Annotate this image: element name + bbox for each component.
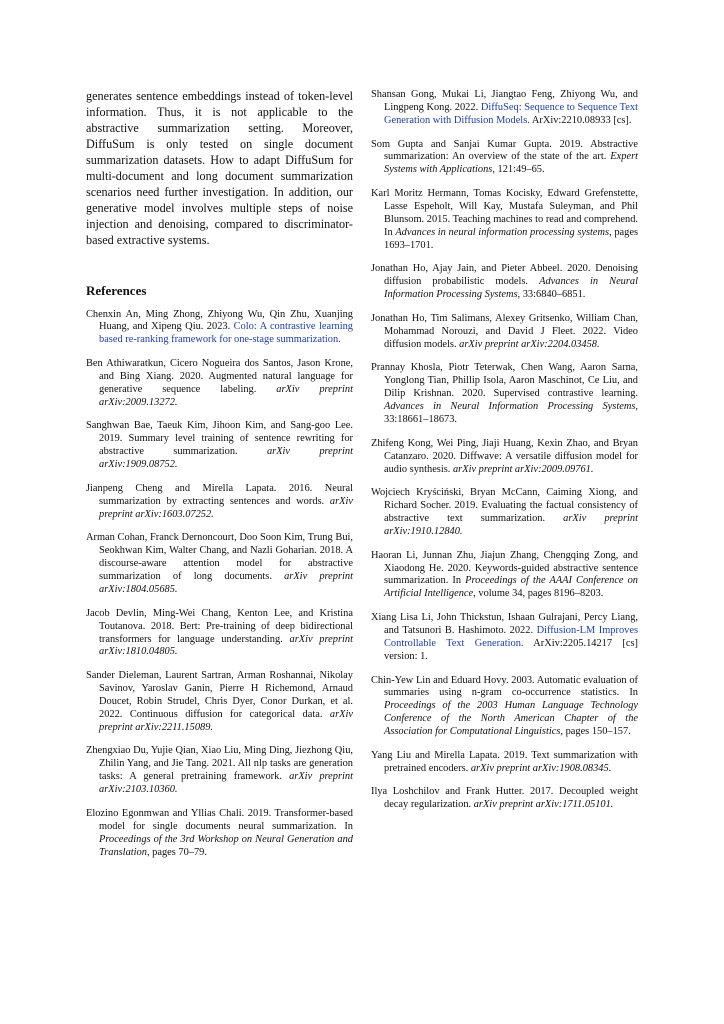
- reference-text: Arman Cohan, Franck Dernoncourt, Doo Soon Kim, Trung Bui, Seokhwan Kim, Walter Chang, and Nazli Goharian. 2018. A discourse-aware attention model for abstractive summarization of long documents.: [86, 532, 353, 583]
- reference-venue: arXiv preprint arXiv:2009.09761.: [452, 463, 594, 475]
- reference-text: Zhifeng Kong, Wei Ping, Jiaji Huang, Kexin Zhao, and Bryan Catanzaro. 2020. Diffwave: A versatile diffusion model for audio synthesis.: [371, 437, 638, 475]
- reference-text: Jonathan Ho, Tim Salimans, Alexey Gritsenko, William Chan, Mohammad Norouzi, and David J Fleet. 2022. Video diffusion models.: [371, 312, 638, 350]
- reference-venue: arXiv preprint arXiv:1908.08345.: [470, 762, 612, 774]
- reference-entry: [86, 608, 353, 660]
- left-column: [86, 89, 353, 870]
- reference-venue: arXiv preprint arXiv:1810.04805.: [99, 633, 353, 658]
- reference-text: Chin-Yew Lin and Eduard Hovy. 2003. Automatic evaluation of summaries using n-gram co-occurrence statistics. In: [371, 674, 638, 699]
- reference-text: Jonathan Ho, Ajay Jain, and Pieter Abbeel. 2020. Denoising diffusion probabilistic models.: [371, 263, 638, 288]
- reference-entry: [371, 786, 638, 812]
- reference-text: Xiang Lisa Li, John Thickstun, Ishaan Gulrajani, Percy Liang, and Tatsunori B. Hashimoto. 2022.: [371, 612, 638, 636]
- reference-venue: arXiv preprint arXiv:2211.15089.: [99, 708, 353, 733]
- intro-text: generates sentence embeddings instead of token-level information. Thus, it is not applicable to the abstractive summarization setting. Moreover, DiffuSum is only tested on single document summarization datasets. How to adapt DiffuSum for multi-document and long document summarization scenarios need further investigation. In addition, our generative model involves multiple steps of noise injection and denoising, compared to discriminator-based extractive systems.: [86, 89, 353, 247]
- reference-entry: [371, 139, 638, 178]
- reference-venue: Proceedings of the 2003 Human Language Technology Conference of the North American Chapter of the Association for Computational Linguistics: [384, 700, 638, 738]
- reference-tail: ArXiv:2210.08933 [cs].: [529, 114, 632, 126]
- reference-text: Yang Liu and Mirella Lapata. 2019. Text summarization with pretrained encoders.: [371, 749, 638, 774]
- reference-text: Elozino Egonmwan and Yllias Chali. 2019. Transformer-based model for single documents neural summarization. In: [86, 807, 353, 832]
- reference-entry: [371, 362, 638, 427]
- reference-text: Chenxin An, Ming Zhong, Zhiyong Wu, Qin Zhu, Xuanjing Huang, and Xipeng Qiu. 2023.: [86, 308, 353, 333]
- reference-venue: arXiv preprint arXiv:2009.13272.: [99, 383, 353, 408]
- reference-entry: [86, 358, 353, 410]
- reference-tail: , pages 1693–1701.: [384, 226, 638, 251]
- reference-tail: ArXiv:2205.14217 [cs] version: 1.: [384, 637, 638, 662]
- intro-paragraph: [86, 89, 353, 249]
- reference-tail: , 121:49–65.: [492, 164, 545, 176]
- reference-entry: [371, 675, 638, 740]
- reference-text: Ilya Loshchilov and Frank Hutter. 2017. Decoupled weight decay regularization.: [371, 786, 638, 811]
- reference-entry: [86, 745, 353, 797]
- reference-venue: Proceedings of the AAAI Conference on Artificial Intelligence: [384, 575, 639, 600]
- reference-venue: Advances in neural information processing systems: [395, 226, 610, 238]
- references-list-right: [371, 89, 638, 812]
- reference-text: Haoran Li, Junnan Zhu, Jiajun Zhang, Chengqing Zong, and Xiaodong He. 2020. Keywords-guided abstractive sentence summarization. In: [371, 549, 638, 587]
- reference-venue: Advances in Neural Information Processing Systems: [384, 401, 636, 413]
- reference-text: Zhengxiao Du, Yujie Qian, Xiao Liu, Ming Ding, Jiezhong Qiu, Zhilin Yang, and Jie Tang. 2021. All nlp tasks are generation tasks: A general pretraining framework.: [86, 745, 353, 783]
- reference-link[interactable]: Diffusion-LM Improves Controllable Text Generation.: [384, 624, 638, 649]
- reference-venue: arXiv preprint arXiv:2204.03458.: [459, 338, 600, 350]
- reference-entry: [371, 550, 638, 602]
- reference-entry: [371, 487, 638, 539]
- reference-venue: arXiv preprint arXiv:2103.10360.: [99, 771, 353, 796]
- reference-entry: [371, 750, 638, 776]
- reference-text: Ben Athiwaratkun, Cicero Nogueira dos Santos, Jason Krone, and Bing Xiang. 2020. Augmented natural language for generative sequence labeling.: [86, 358, 353, 395]
- reference-entry: [86, 309, 353, 348]
- reference-entry: [86, 670, 353, 735]
- reference-venue: arXiv preprint arXiv:1909.08752.: [99, 446, 354, 471]
- reference-link[interactable]: DiffuSeq: Sequence to Sequence Text Generation with Diffusion Models.: [384, 101, 638, 126]
- reference-entry: [86, 483, 353, 522]
- reference-venue: Proceedings of the 3rd Workshop on Neural Generation and Translation: [99, 833, 353, 858]
- reference-venue: arXiv preprint arXiv:1603.07252.: [99, 495, 353, 520]
- reference-venue: arXiv preprint arXiv:1910.12840.: [384, 513, 638, 537]
- reference-text: Jianpeng Cheng and Mirella Lapata. 2016. Neural summarization by extracting sentences and words.: [86, 482, 353, 507]
- reference-text: Wojciech Kryściński, Bryan McCann, Caiming Xiong, and Richard Socher. 2019. Evaluating the factual consistency of abstractive text summarization.: [371, 487, 638, 525]
- references-heading: References: [86, 282, 147, 298]
- reference-entry: [371, 263, 638, 302]
- reference-text: Shansan Gong, Mukai Li, Jiangtao Feng, Zhiyong Wu, and Lingpeng Kong. 2022.: [371, 89, 638, 113]
- reference-tail: , pages 70–79.: [146, 846, 207, 858]
- reference-tail: , pages 150–157.: [560, 726, 631, 738]
- reference-entry: [86, 808, 353, 860]
- reference-text: Jacob Devlin, Ming-Wei Chang, Kenton Lee, and Kristina Toutanova. 2018. Bert: Pre-training of deep bidirectional transformers for language understanding.: [86, 607, 353, 645]
- reference-tail: , volume 34, pages 8196–8203.: [473, 588, 604, 600]
- reference-venue: arXiv preprint arXiv:1804.05685.: [99, 571, 353, 596]
- reference-venue: Expert Systems with Applications: [384, 151, 638, 176]
- reference-tail: , 33:18661–18673.: [384, 401, 638, 426]
- reference-entry: [371, 612, 638, 664]
- right-column: [371, 89, 638, 823]
- reference-text: Sanghwan Bae, Taeuk Kim, Jihoon Kim, and Sang-goo Lee. 2019. Summary level training of sentence rewriting for abstractive summarization.: [86, 420, 353, 458]
- reference-text: Karl Moritz Hermann, Tomas Kocisky, Edward Grefenstette, Lasse Espeholt, Will Kay, Mustafa Suleyman, and Phil Blunsom. 2015. Teaching machines to read and comprehend. In: [371, 188, 638, 238]
- reference-text: Sander Dieleman, Laurent Sartran, Arman Roshannai, Nikolay Savinov, Yaroslav Ganin, Pierre H Richemond, Arnaud Doucet, Robin Strudel, Chris Dyer, Conor Durkan, et al. 2022. Continuous diffusion for categorical data.: [86, 670, 353, 720]
- reference-entry: [371, 89, 638, 128]
- reference-text: Prannay Khosla, Piotr Teterwak, Chen Wang, Aaron Sarna, Yonglong Tian, Phillip Isola, Aaron Maschinot, Ce Liu, and Dilip Krishnan. 2020. Supervised contrastive learning.: [371, 362, 638, 400]
- reference-venue: arXiv preprint arXiv:1711.05101.: [473, 799, 614, 811]
- reference-tail: , 33:6840–6851.: [517, 289, 586, 301]
- reference-entry: [86, 532, 353, 597]
- reference-entry: [371, 313, 638, 352]
- reference-link[interactable]: Colo: A contrastive learning based re-ranking framework for one-stage summarization.: [99, 321, 354, 346]
- reference-text: Som Gupta and Sanjai Kumar Gupta. 2019. Abstractive summarization: An overview of the state of the art.: [371, 138, 638, 163]
- references-list-left: [86, 309, 353, 860]
- reference-entry: [86, 420, 353, 472]
- reference-entry: [371, 438, 638, 477]
- reference-venue: Advances in Neural Information Processing Systems: [384, 276, 639, 301]
- reference-entry: [371, 188, 638, 253]
